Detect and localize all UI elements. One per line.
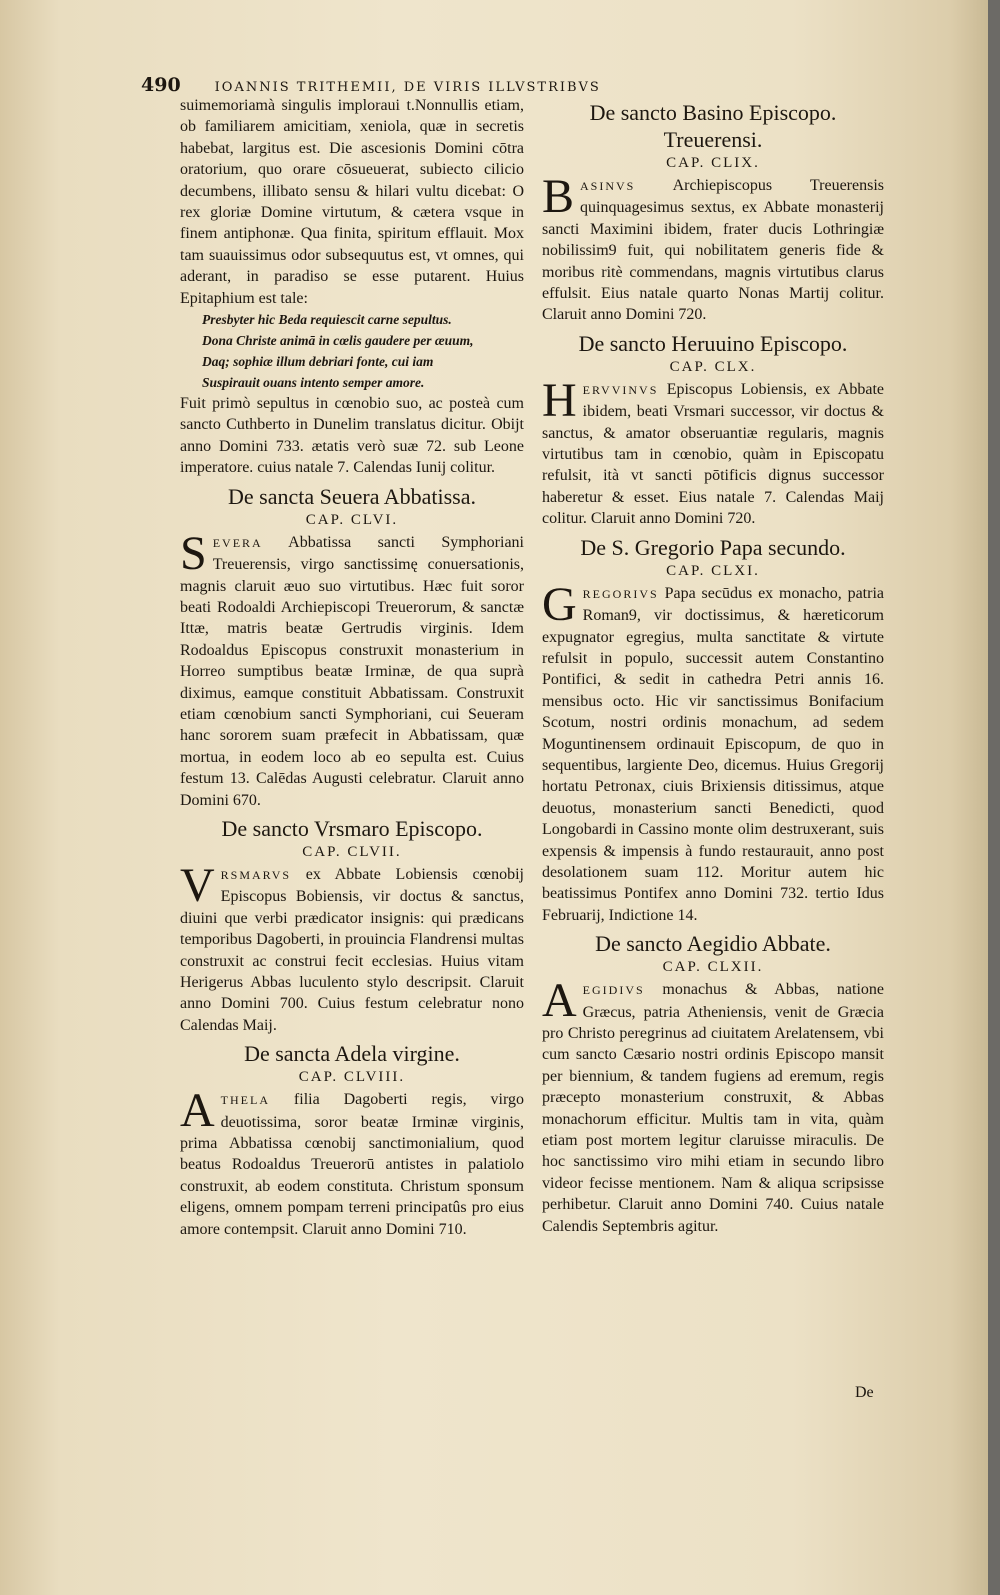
entry-heading: De sancto Aegidio Abbate. bbox=[595, 931, 831, 957]
small-caps: ERVVINVS bbox=[582, 382, 659, 397]
epitaph-line: Presbyter hic Beda requiescit carne sepultus. bbox=[202, 312, 452, 328]
chapter-number: CAP. CLIX. bbox=[666, 155, 760, 171]
entry-gregorius bbox=[542, 534, 884, 927]
small-caps: REGORIVS bbox=[582, 586, 659, 601]
drop-cap: B bbox=[542, 170, 575, 223]
epitaph-line: Daq; sophiæ illum debriari fonte, cui iam bbox=[202, 354, 434, 370]
entry-text bbox=[180, 1084, 524, 1240]
entry-vrsmarus bbox=[180, 815, 524, 1036]
chapter-number: CAP. CLVIII. bbox=[298, 1069, 406, 1086]
catchword: De bbox=[855, 1384, 874, 1401]
entry-heading: De sancta Seuera Abbatissa. bbox=[227, 483, 477, 509]
small-caps: EVERA bbox=[212, 535, 263, 550]
entry-body: filia Dagoberti regis, virgo deuotissima, soror beatæ Irminæ virginis, prima Abbatissa cœnobij sanctimonialium, quod beatus Rodoaldus Treuerorū antistes in palatiolo construxit, ab eodem constituta. Christum sponsum eligens, omnem pompam terreni principatûs pro eius amore contempsit. Claruit anno Domini 710. bbox=[180, 1091, 524, 1238]
entry-heading: De sancto Heruuino Episcopo. bbox=[578, 330, 848, 356]
drop-cap: A bbox=[180, 1084, 215, 1138]
running-title: IOANNIS TRITHEMII, DE VIRIS ILLVSTRIBVS bbox=[214, 80, 601, 95]
entry-heading: De sancto Basino Episcopo. Treuerensi. bbox=[589, 100, 837, 152]
entry-aegidius bbox=[542, 930, 884, 1237]
entry-text bbox=[542, 577, 884, 927]
small-caps: THELA bbox=[220, 1093, 270, 1108]
left-column bbox=[180, 95, 524, 1240]
intro-paragraph: suimemoriamà singulis imploraui t.Nonnullis etiam, ob familiarem amicitiam, xeniola, quæ in secretis habebat, largitus est. Die ascesionis Domini cōtra oratorium, quo orare cōsueuerat, subiecto cilicio decumbens, illibato sensu & hilari vultu dicebat: O rex gloriæ Domine virtutum, & cætera vsque in finem antiphonæ. Qua finita, spiritum efflauit. Mox tam suauissimus odor subsequutus est, vt omnes, qui aderant, in paradiso se esse putarent. Huius Epitaphium est tale: bbox=[180, 97, 524, 307]
epitaph-line: Suspirauit ouans intento semper amore. bbox=[202, 375, 425, 391]
scan-edge bbox=[988, 0, 1000, 1595]
small-caps: EGIDIVS bbox=[582, 983, 645, 998]
entry-body: monachus & Abbas, natione Græcus, patria Atheniensis, venit de Græcia pro Christo peregrinus ad ciuitatem Arelatensem, vbi cum sancto Cæsario nostri ordinis Episcopo mansit per biennium, & tandem fugiens ad eremum, regis præcepto monasterium construxit, & Abbas monachorum efficitur. Multis tam in vita, quàm etiam post mortem legitur claruisse miraculis. De hoc sanctissimo viro mihi etiam in secundo libro videor fecisse mentionem. Nam & aliqua scripsisse perhibetur. Claruit anno Domini 740. Cuius natale Calendis Septembris agitur. bbox=[542, 981, 884, 1235]
entry-body: Papa secūdus ex monacho, patria Roman9, vir doctissimus, & hæreticorum expugnator egregius, multa sanctitate & virtute refulsit in populo, successit autem Constantino Pontifici, & sedit in cathedra Petri annis 16. mensibus octo. Hic vir sanctissimus Bonifacium Scotum, nostri ordinis monachum, ad sedem Moguntinensem ordinauit Episcopum, de quo in sequentibus, largiente Deo, dicemus. Huius Gregorij hortatu Petronax, ciuis Brixiensis ditissimus, atque deuotus, monasterium sancti Benedicti, quod Longobardi in Cassino monte olim destruxerant, suis expensis & impensis à fundo restaurauit, anno post desolationem suam 112. Moritur autem hic beatissimus Pontifex anno Domini 732. tertio Idus Februarij, Indictione 14. bbox=[542, 584, 884, 924]
chapter-number: CAP. CLXI. bbox=[666, 562, 760, 579]
entry-text bbox=[542, 373, 884, 530]
entry-adela bbox=[180, 1040, 524, 1240]
entry-heading: De sancta Adela virgine. bbox=[244, 1041, 460, 1067]
entry-heruuinus bbox=[542, 330, 884, 530]
entry-basinus bbox=[542, 99, 884, 326]
right-column bbox=[542, 95, 884, 1237]
drop-cap: A bbox=[542, 974, 577, 1028]
chapter-number: CAP. CLXII. bbox=[662, 959, 764, 976]
entry-heading: De S. Gregorio Papa secundo. bbox=[580, 534, 846, 560]
entry-body: ex Abbate Lobiensis cœnobij Episcopus Bobiensis, vir doctus & sanctus, diuini que verbi prædicator insignis: qui prædicans temporibus Dagoberti, in prouincia Flandrensi multas construxit ac construi fecit ecclesias. Huius vitam Herigerus Abbas luculento stylo descripsit. Claruit anno Domini 700. Cuius festum celebratur nono Calendas Maij. bbox=[180, 865, 524, 1034]
entry-text bbox=[180, 858, 524, 1036]
entry-body: Episcopus Lobiensis, ex Abbate ibidem, beati Vrsmari successor, vir doctus & sanctus, & amator obseruantiæ regularis, magnis virtutibus tam in cœnobio, quàm in Episcopatu refulsit, ità vt sancti pōtificis dignus successor haberetur & esset. Eius natale 7. Calendas Maij colitur. Claruit anno Domini 720. bbox=[542, 380, 884, 528]
entry-body: Archiepiscopus Treuerensis quinquagesimus sextus, ex Abbate monasterij sancti Maximini ibidem, frater ducis Lothringiæ nobilissim9 fuit, qui nobilitatem generis fide & moribus ritè commendans, magnis virtutibus clarus effulsit. Eius natale quarto Nonas Martij colitur. Claruit anno Domini 720. bbox=[542, 177, 884, 324]
entry-heading: De sancto Vrsmaro Episcopo. bbox=[221, 815, 483, 841]
entry-text bbox=[542, 170, 884, 326]
entry-severa bbox=[180, 483, 524, 811]
entry-body: Abbatissa sancti Symphoriani Treuerensis, virgo sanctissimę conuersationis, magnis claruit æuo suo virtutibus. Hæc fuit soror beati Rodoaldi Archiepiscopi Treuerorum, & sanctæ Ittæ, matris beatæ Gertrudis virginis. Idem Rodoaldus Episcopus construxit monasterium in Horreo sumptibus beatæ Irminæ, de qua suprà diximus, eamque constituit Abbatissam. Construxit etiam cœnobium sancti Symphoriani, cui Seueram hanc sororem suam præfecit in Abbatissam, quæ mortua, in eodem loco ab eo sepulta est. Cuius festum 13. Calēdas Augusti celebratur. Claruit anno Domini 670. bbox=[180, 533, 524, 809]
entry-text bbox=[180, 526, 524, 811]
entry-text bbox=[542, 974, 884, 1237]
chapter-number: CAP. CLVI. bbox=[305, 511, 399, 528]
epitaph-line: Dona Christe animā in cœlis gaudere per æuum, bbox=[202, 333, 474, 349]
page-number: 490 bbox=[141, 74, 181, 96]
paragraph: Fuit primò sepultus in cœnobio suo, ac posteà cum sancto Cuthberto in Dunelim translatus dicitur. Obijt anno Domini 733. ætatis verò suæ 72. sub Leone imperatore. cuius natale 7. Calendas Iunij colitur. bbox=[180, 395, 524, 477]
drop-cap: H bbox=[542, 373, 577, 427]
chapter-number: CAP. CLVII. bbox=[302, 843, 402, 860]
drop-cap: G bbox=[542, 577, 577, 631]
running-head bbox=[141, 74, 801, 96]
drop-cap: V bbox=[180, 858, 215, 912]
chapter-number: CAP. CLX. bbox=[669, 358, 757, 375]
drop-cap: S bbox=[180, 526, 207, 580]
small-caps: ASINVS bbox=[580, 179, 636, 193]
small-caps: RSMARVS bbox=[220, 867, 292, 882]
